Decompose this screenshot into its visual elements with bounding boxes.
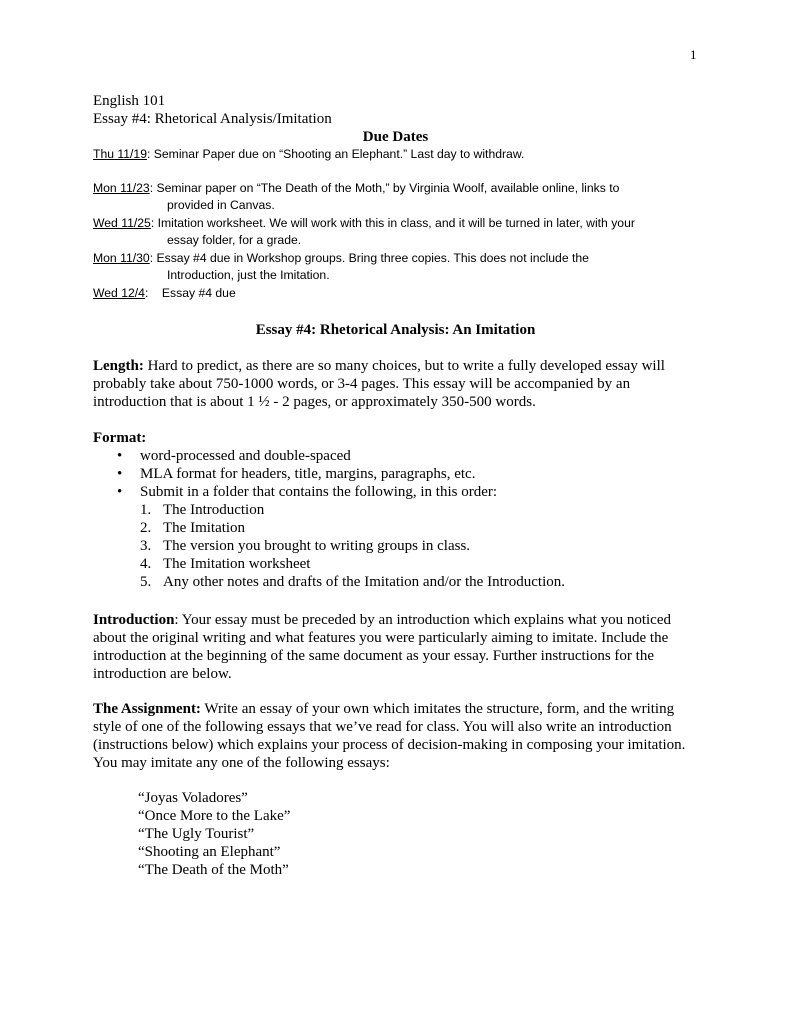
numbered-item: 5. Any other notes and drafts of the Imitation and/or the Introduction. (140, 574, 565, 590)
due-date-text-continued: Introduction, just the Imitation. (167, 268, 330, 282)
due-date-item (93, 285, 236, 303)
bullet-item: • Submit in a folder that contains the following, in this order: (93, 483, 703, 501)
essay-option: “Shooting an Elephant” (138, 844, 281, 860)
due-date-text: : Essay #4 due in Workshop groups. Bring three copies. This does not include the (149, 251, 589, 265)
due-date-text-continued: provided in Canvas. (167, 198, 275, 212)
due-date-text: : Seminar paper on “The Death of the Moth,” by Virginia Woolf, available online, links to (149, 181, 620, 195)
due-date-item (93, 250, 589, 268)
essay-option: “Once More to the Lake” (138, 808, 291, 824)
due-date: Thu 11/19 (93, 147, 147, 161)
due-date-text: : Imitation worksheet. We will work with this in class, and it will be turned in later, with your (150, 216, 635, 230)
due-date: Wed 12/4 (93, 286, 145, 300)
bullet-item: • word-processed and double-spaced (93, 447, 703, 465)
numbered-item: 3. The version you brought to writing groups in class. (140, 538, 471, 554)
folder-contents-list (93, 501, 703, 591)
due-date-item (93, 146, 524, 164)
page-number: 1 (690, 47, 697, 62)
numbered-item: 1. The Introduction (140, 502, 265, 518)
due-date-item (93, 180, 619, 198)
assignment-text: Write an essay of your own which imitates the structure, form, and the writing style of one of the following essays that we’ve read for class. You will also write an introduction (instructions below) which explains your process of decision-making in composing your imitation. You may imitate any one of the following essays: (93, 701, 686, 771)
numbered-item: 2. The Imitation (140, 520, 246, 536)
format-bullets (93, 447, 703, 501)
due-date-text: : Seminar Paper due on “Shooting an Elephant.” Last day to withdraw. (146, 147, 525, 161)
introduction-label: Introduction (93, 612, 175, 628)
due-date-item (93, 215, 635, 233)
essay-option: “The Death of the Moth” (138, 862, 289, 878)
course-title: English 101 (93, 93, 166, 109)
essay-option: “Joyas Voladores” (138, 790, 248, 806)
essay-heading: Essay #4: Rhetorical Analysis: An Imitation (255, 322, 536, 338)
essay-title: Essay #4: Rhetorical Analysis/Imitation (93, 111, 332, 127)
numbered-item: 4. The Imitation worksheet (140, 556, 311, 572)
introduction-paragraph (93, 611, 703, 683)
essay-options-list (138, 789, 290, 879)
introduction-text: : Your essay must be preceded by an introduction which explains what you noticed about the original writing and what features you were particularly aiming to imitate. Include the introduction at the beginning of the same document as your essay. Further instructions for the introduction are below. (93, 612, 671, 682)
assignment-label: The Assignment: (93, 701, 201, 717)
length-paragraph (93, 357, 703, 411)
format-section (93, 429, 703, 591)
document-header (93, 92, 332, 128)
due-date: Mon 11/30 (93, 251, 150, 265)
due-date: Mon 11/23 (93, 181, 150, 195)
essay-option: “The Ugly Tourist” (138, 826, 255, 842)
format-label: Format: (93, 430, 147, 446)
due-dates-heading: Due Dates (362, 129, 429, 145)
length-label: Length: (93, 358, 144, 374)
due-date-text-continued: essay folder, for a grade. (167, 233, 302, 247)
assignment-paragraph (93, 700, 703, 772)
due-date-text: : Essay #4 due (144, 286, 236, 300)
due-date: Wed 11/25 (93, 216, 151, 230)
length-text: Hard to predict, as there are so many choices, but to write a fully developed essay will probably take about 750-1000 words, or 3-4 pages. This essay will be accompanied by an introduction that is about 1 ½ - 2 pages, or approximately 350-500 words. (93, 358, 665, 410)
bullet-item: • MLA format for headers, title, margins, paragraphs, etc. (93, 465, 703, 483)
